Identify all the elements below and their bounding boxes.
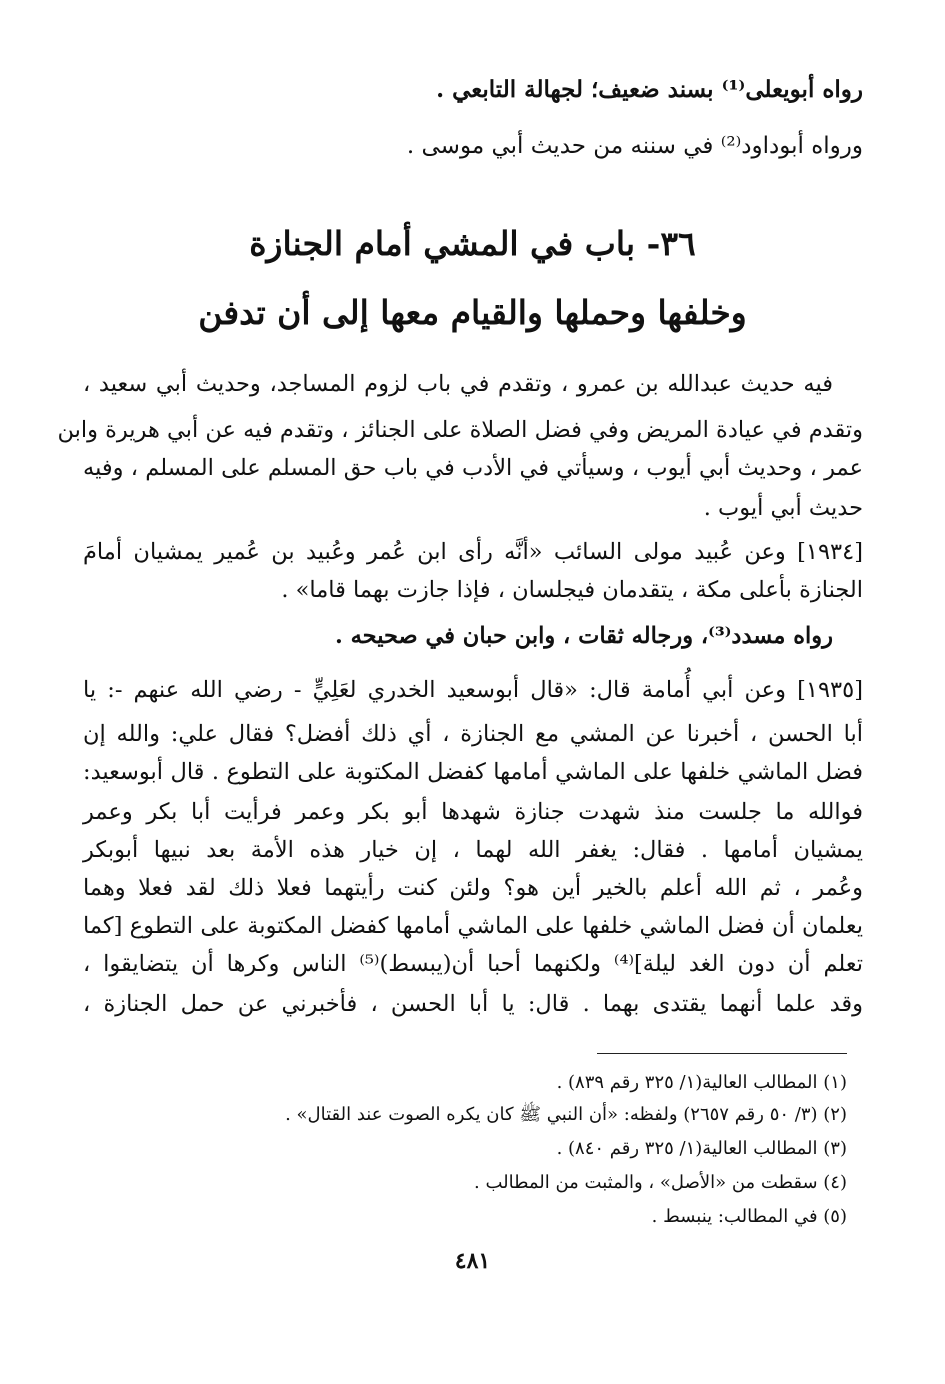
footnote-3: (٣) المطالب العالية(١/ ٣٢٥ رقم ٨٤٠) .: [556, 1138, 847, 1159]
body-line: عمر ، وحديث أبي أيوب ، وسيأتي في الأدب في باب حق المسلم على المسلم ، وفيه: [83, 455, 863, 481]
page-number: ٤٨١: [454, 1248, 491, 1274]
footnote-4: (٤) سقطت من «الأصل» ، والمثبت من المطالب .: [474, 1172, 847, 1193]
hadith-1934-source: رواه مسدد⁽³⁾، ورجاله ثقات ، وابن حبان في صحيحه .: [334, 623, 833, 649]
body-line: فيه حديث عبدالله بن عمرو ، وتقدم في باب لزوم المساجد، وحديث أبي سعيد ،: [83, 371, 833, 397]
hadith-1935-line: فوالله ما جلست منذ شهدت جنازة شهدها أبو بكر وعمر فرأيت أبا بكر وعمر: [83, 799, 863, 825]
chapter-title-line-2: وخلفها وحملها والقيام معها إلى أن تدفن: [198, 293, 747, 332]
body-line: وتقدم في عيادة المريض وفي فضل الصلاة على الجنائز ، وتقدم فيه عن أبي هريرة وابن: [57, 417, 863, 443]
footnote-1: (١) المطالب العالية(١/ ٣٢٥ رقم ٨٣٩) .: [556, 1072, 847, 1093]
chapter-title-line-1: ٣٦- باب في المشي أمام الجنازة: [249, 224, 696, 263]
footnote-2: (٢) (٣/ ٥٠ رقم ٢٦٥٧) ولفظه: «أن النبي ﷺ كان يكره الصوت عند القتال» .: [285, 1104, 847, 1125]
intro-line-2: ورواه أبوداود⁽²⁾ في سننه من حديث أبي موسى .: [406, 133, 863, 159]
hadith-1934-line: [١٩٣٤] وعن عُبيد مولى السائب «أنَّه رأى ابن عُمر وعُبيد بن عُمير يمشيان أمامَ: [83, 539, 863, 565]
hadith-1935-line: تعلم أن دون الغد ليلة]⁽⁴⁾ ولكنهما أحبا أن(يبسط)⁽⁵⁾ الناس وكرها أن يتضايقوا ،: [83, 951, 863, 977]
hadith-1934-line: الجنازة بأعلى مكة ، يتقدمان فيجلسان ، فإذا جازت بهما قاما» .: [281, 577, 863, 603]
footnote-divider: [597, 1053, 847, 1054]
hadith-1935-line: [١٩٣٥] وعن أبي أُمامة قال: «قال أبوسعيد الخدري لعَلِيٍّ - رضي الله عنهم -: يا: [83, 677, 863, 703]
hadith-1935-line: يعلمان أن فضل الماشي خلفها على الماشي أمامها كفضل المكتوبة على التطوع [كما: [83, 913, 863, 939]
hadith-1935-line: وقد علما أنهما يقتدى بهما . قال: يا أبا الحسن ، فأخبرني عن حمل الجنازة ،: [83, 991, 863, 1017]
body-line: حديث أبي أيوب .: [703, 495, 863, 521]
hadith-1935-line: فضل الماشي خلفها على الماشي أمامها كفضل المكتوبة على التطوع . قال أبوسعيد:: [83, 759, 863, 785]
footnote-5: (٥) في المطالب: ينبسط .: [651, 1206, 847, 1227]
hadith-1935-line: يمشيان أمامها . فقال: يغفر الله لهما ، إن خيار هذه الأمة بعد نبيها أبوبكر: [83, 837, 863, 863]
intro-line-1: رواه أبويعلى⁽¹⁾ بسند ضعيف؛ لجهالة التابعي .: [436, 76, 863, 103]
hadith-1935-line: أبا الحسن ، أخبرنا عن المشي مع الجنازة ، أي ذلك أفضل؟ فقال علي: والله إن: [83, 721, 863, 747]
hadith-1935-line: وعُمر ، ثم الله أعلم بالخير أين هو؟ ولئن كنت رأيتهما فعلا ذلك لقد فعلا وهما: [83, 875, 863, 901]
